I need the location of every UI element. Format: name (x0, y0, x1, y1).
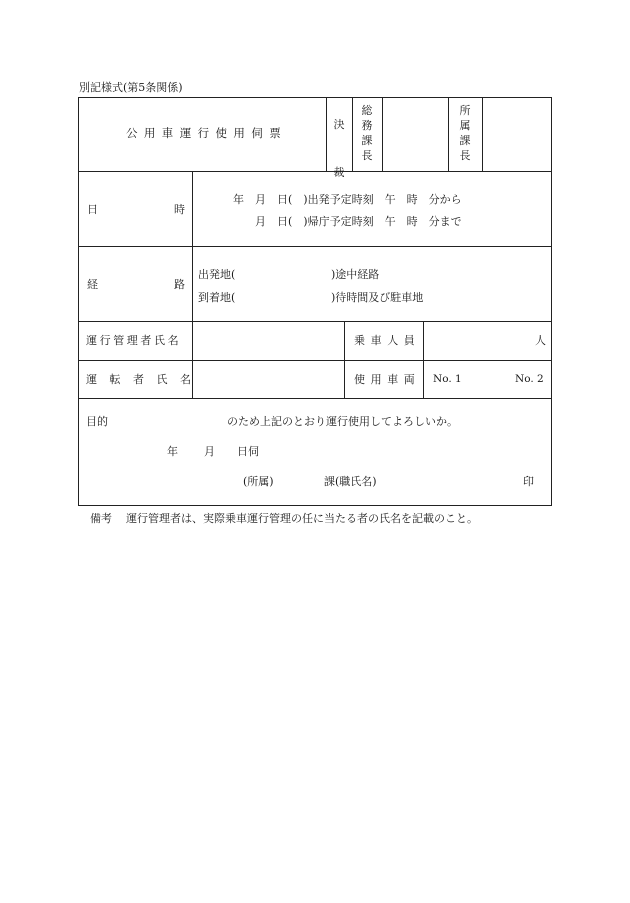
approval-kessai-label: 決裁 (333, 118, 345, 179)
departure-datetime-line: 年 月 日( )出発予定時刻 午 時 分から (233, 193, 462, 206)
note-text: 運行管理者は、実際乗車運行管理の任に当たる者の氏名を記載のこと。 (126, 512, 478, 525)
col-divider (352, 97, 353, 171)
note-label: 備考 (90, 512, 112, 525)
row-divider (78, 360, 552, 361)
arrival-place-label: 到着地( (198, 291, 236, 304)
affiliation-label: (所属) (243, 475, 274, 488)
col-divider (448, 97, 449, 171)
section-name-label: 課(職氏名) (324, 475, 377, 488)
col-divider (423, 321, 424, 398)
datetime-label-left: 日 (87, 203, 98, 216)
datetime-label-right: 時 (174, 203, 185, 216)
col-divider (344, 321, 345, 398)
approval-shozoku-kacho-label: 所属課長 (459, 104, 471, 162)
manager-name-label: 運行管理者氏名 (86, 334, 182, 347)
seal-mark: 印 (523, 475, 534, 488)
col-divider (192, 171, 193, 398)
purpose-label: 目的 (86, 415, 108, 428)
row-divider (78, 171, 552, 172)
col-divider (482, 97, 483, 171)
return-datetime-line: 月 日( )帰庁予定時刻 午 時 分まで (255, 215, 462, 228)
row-divider (78, 246, 552, 247)
vehicle-no1: No. 1 (433, 373, 462, 385)
route-label-right: 路 (174, 278, 185, 291)
vehicle-no2: No. 2 (515, 373, 544, 385)
form-reference: 別記様式(第5条関係) (79, 81, 183, 94)
form-table (78, 97, 552, 506)
passengers-unit: 人 (535, 334, 546, 347)
purpose-statement: のため上記のとおり運行使用してよろしいか。 (227, 415, 458, 428)
col-divider (382, 97, 383, 171)
col-divider (326, 97, 327, 171)
approval-somu-kacho-label: 総務課長 (361, 104, 373, 162)
request-month: 月 (204, 445, 215, 458)
transit-route-label: )途中経路 (331, 268, 380, 281)
request-year: 年 (167, 445, 178, 458)
request-day: 日伺 (237, 445, 259, 458)
departure-place-label: 出発地( (198, 268, 236, 281)
route-label-left: 経 (87, 278, 98, 291)
driver-name-label: 運転者氏名 (86, 373, 204, 386)
form-title: 公用車運行使用伺票 (126, 126, 288, 140)
passengers-label: 乗車人員 (354, 334, 421, 347)
waiting-parking-label: )待時間及び駐車地 (331, 291, 424, 304)
vehicle-label: 使用車両 (354, 373, 421, 386)
row-divider (78, 321, 552, 322)
row-divider (78, 398, 552, 399)
